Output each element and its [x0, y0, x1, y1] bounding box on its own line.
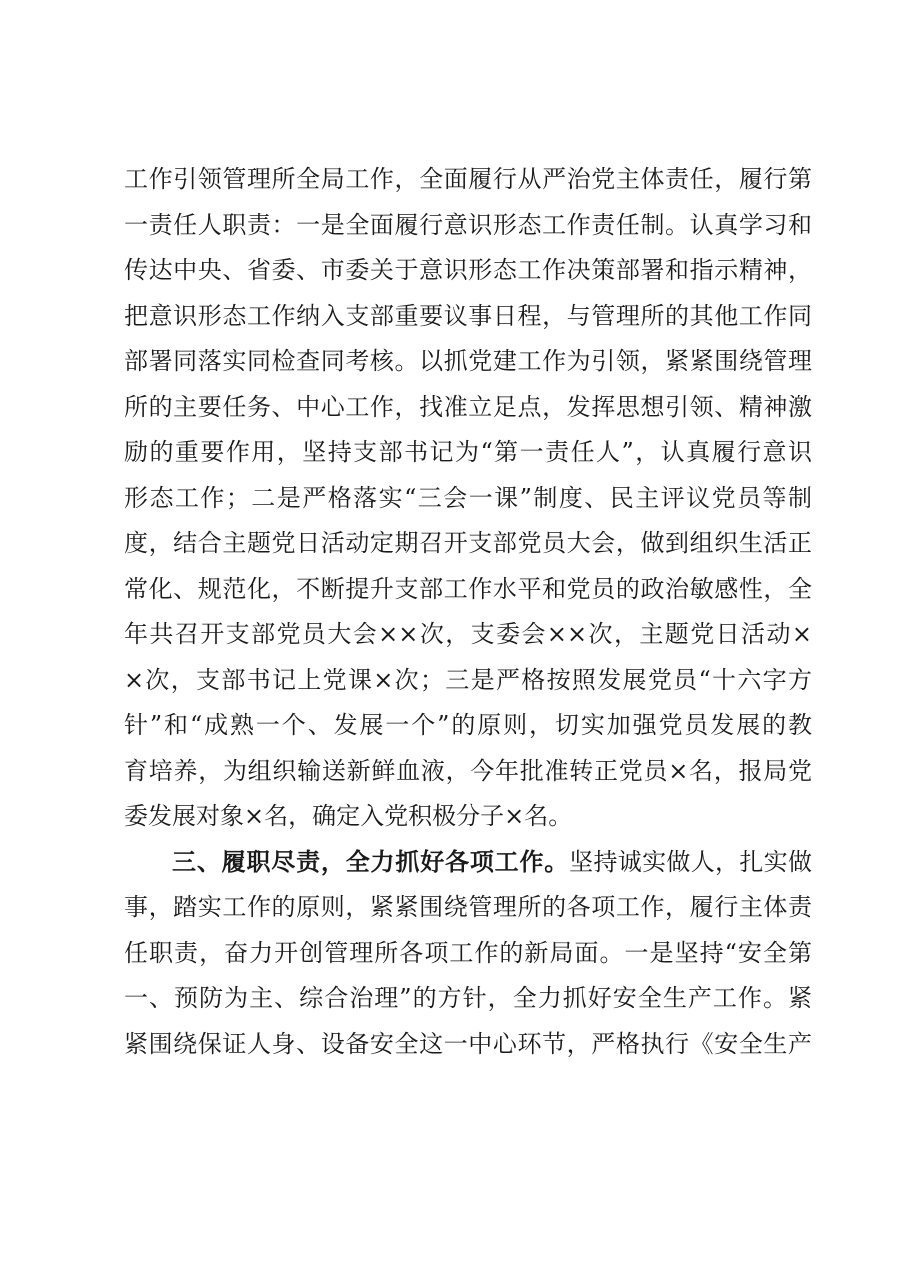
- text-line: 部署同落实同检查同考核。以抓党建工作为引领，紧紧围绕管理: [124, 347, 812, 375]
- text-line: 把意识形态工作纳入支部重要议事日程，与管理所的其他工作同: [124, 301, 812, 330]
- text-line: 年共召开支部党员大会××次，支委会××次，主题党日活动×: [124, 620, 812, 648]
- text-line: 育培养，为组织输送新鲜血液，今年批准转正党员×名，报局党: [124, 756, 812, 785]
- text-line: 一责任人职责：一是全面履行意识形态工作责任制。认真学习和: [124, 210, 812, 239]
- paragraph-party-building: [124, 157, 812, 840]
- text-line: 事，踏实工作的原则，紧紧围绕管理所的各项工作，履行主体责: [124, 893, 812, 921]
- text-line: 励的重要作用，坚持支部书记为“第一责任人”，认真履行意识: [124, 438, 812, 466]
- text-line: 形态工作；二是严格落实“三会一课”制度、民主评议党员等制: [124, 483, 812, 512]
- text-line: 度，结合主题党日活动定期召开支部党员大会，做到组织生活正: [124, 529, 812, 557]
- section-heading-line: [124, 840, 812, 886]
- text-line: ×次，支部书记上党课×次；三是严格按照发展党员“十六字方: [124, 665, 812, 694]
- section-heading: 三、履职尽责，全力抓好各项工作。: [172, 847, 570, 876]
- text-line: 常化、规范化，不断提升支部工作水平和党员的政治敏感性，全: [124, 574, 812, 603]
- text-line: 委发展对象×名，确定入党积极分子×名。: [124, 802, 573, 830]
- section-heading-continuation: 坚持诚实做人，扎实做: [569, 847, 813, 876]
- paragraph-section-three: [124, 840, 812, 1068]
- document-body: [124, 157, 812, 1067]
- text-line: 传达中央、省委、市委关于意识形态工作决策部署和指示精神，: [124, 256, 812, 284]
- text-line: 所的主要任务、中心工作，找准立足点，发挥思想引领、精神激: [124, 392, 812, 421]
- text-line: 工作引领管理所全局工作，全面履行从严治党主体责任，履行第: [124, 165, 812, 193]
- text-line: 任职责，奋力开创管理所各项工作的新局面。一是坚持“安全第: [124, 938, 812, 967]
- text-line: 紧围绕保证人身、设备安全这一中心环节，严格执行《安全生产: [124, 1029, 812, 1058]
- text-line: 针”和“成熟一个、发展一个”的原则，切实加强党员发展的教: [124, 711, 812, 739]
- text-line: 一、预防为主、综合治理”的方针，全力抓好安全生产工作。紧: [124, 984, 812, 1012]
